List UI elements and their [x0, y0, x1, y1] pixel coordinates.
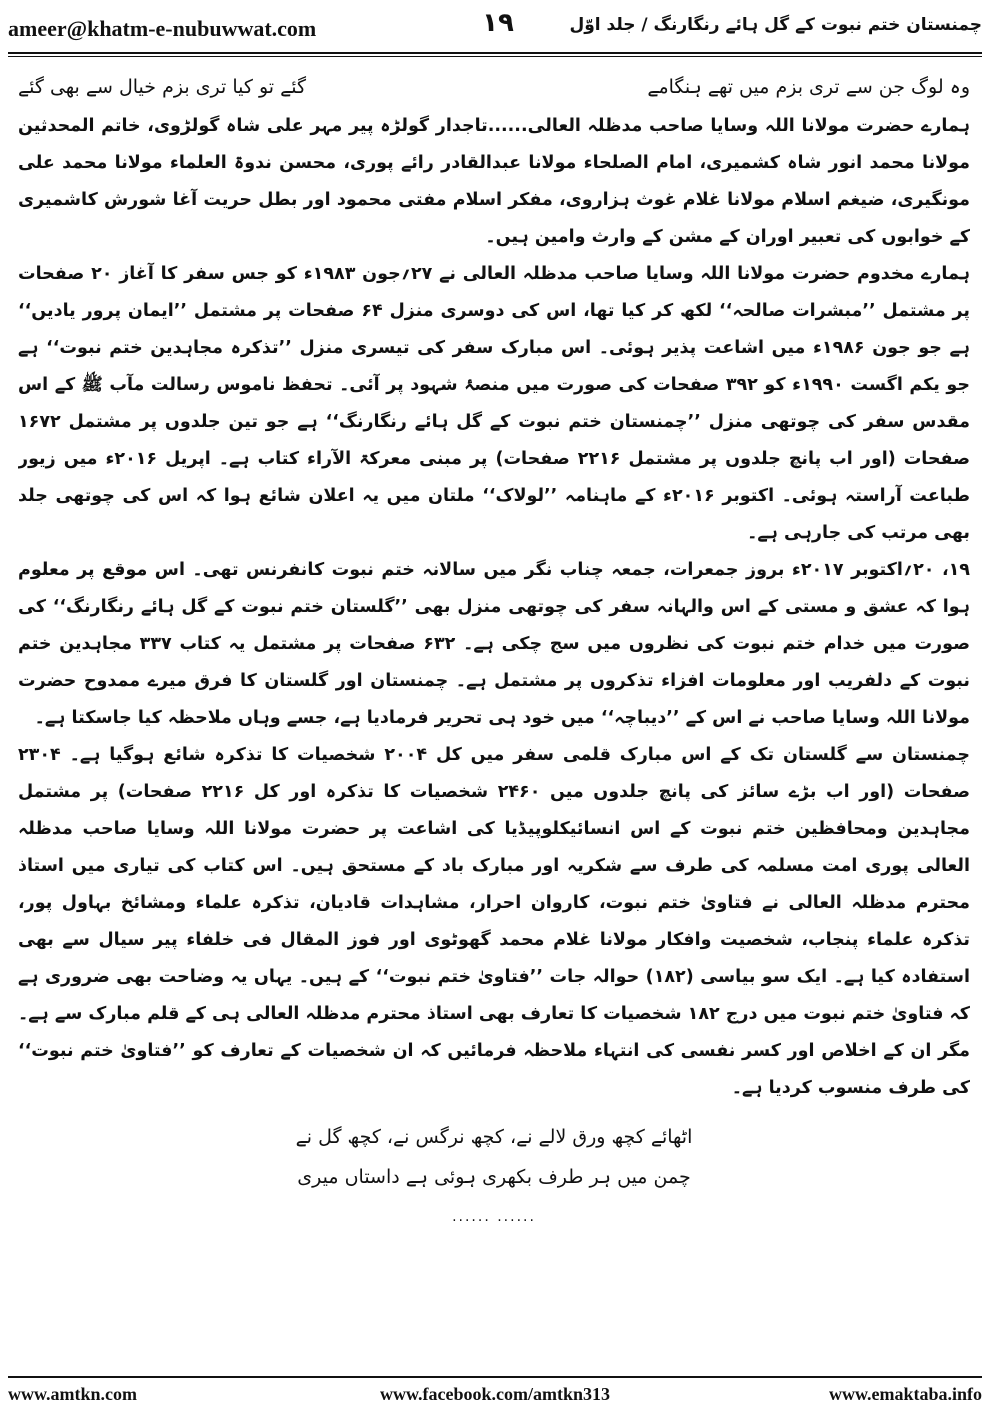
- closing-couplet-line-2: چمن میں ہر طرف بکھری ہوئی ہے داستاں میری: [297, 1166, 691, 1188]
- page-number: ۱۹: [482, 8, 514, 38]
- footer-link-emaktaba[interactable]: www.emaktaba.info: [828, 1384, 982, 1404]
- page-body: [18, 68, 970, 1336]
- header-divider: [8, 52, 982, 54]
- paragraph-2: ہمارے مخدوم حضرت مولانا اللہ وسایا صاحب مدظلہ العالی نے ۲۷؍جون ۱۹۸۳ء کو جس سفر کا آغاز ۲۰ صفحات پر مشتمل ’’مبشرات صالحہ‘‘ لکھ کر کیا تھا، اس کی دوسری منزل ۶۴ صفحات پر مشتمل ’’ایمان پرور یادیں‘‘ ہے جو جون ۱۹۸۶ء میں اشاعت پذیر ہوئی۔ اس مبارک سفر کی تیسری منزل ’’تذکرہ مجاہدین ختم نبوت‘‘ ہے جو یکم اگست ۱۹۹۰ء کو ۳۹۲ صفحات کی صورت میں منصۂ شہود پر آئی۔ تحفظ ناموس رسالت مآب ﷺ کے اس مقدس سفر کی چوتھی منزل ’’چمنستان ختم نبوت کے گل ہائے رنگارنگ‘‘ ہے جو تین جلدوں پر مشتمل ۱۶۷۲ صفحات (اور اب پانچ جلدوں پر مشتمل ۲۲۱۶ صفحات) پر مبنی معرکۃ الآراء کتاب ہے۔ اپریل ۲۰۱۶ء میں زیور طباعت آراستہ ہوئی۔ اکتوبر ۲۰۱۶ء کے ماہنامہ ’’لولاک‘‘ ملتان میں یہ اعلان شائع ہوا کہ اس کی چوتھی جلد بھی مرتب کی جارہی ہے۔: [18, 264, 970, 543]
- closing-couplet-line-1: اٹھائے کچھ ورق لالے نے، کچھ نرگس نے، کچھ گل نے: [295, 1126, 693, 1148]
- opening-couplet-left: گئے تو کیا تری بزم خیال سے بھی گئے: [18, 76, 306, 98]
- closing-couplet: [18, 1117, 970, 1197]
- header-divider-thin: [8, 56, 982, 57]
- paragraph-4: چمنستان سے گلستان تک کے اس مبارک قلمی سفر میں کل ۲۰۰۴ شخصیات کا تذکرہ شائع ہوگیا ہے۔ ۲۳۰۴ صفحات (اور اب بڑے سائز کی پانچ جلدوں میں ۲۴۶۰ شخصیات کا تذکرہ اور کل ۲۲۱۶ صفحات) پر مشتمل مجاہدین ومحافظین ختم نبوت کے اس انسائیکلوپیڈیا کی اشاعت پر حضرت مولانا اللہ وسایا صاحب مدظلہ العالی پوری امت مسلمہ کی طرف سے شکریہ اور مبارک باد کے مستحق ہیں۔ اس کتاب کی تیاری میں استاذ محترم مدظلہ العالی نے فتاویٰ ختم نبوت، کاروان احرار، مشاہدات قادیان، تذکرہ علماء ومشائخ بہاول پور، تذکرہ علماء پنجاب، شخصیت وافکار مولانا غلام محمد گھوٹوی اور فوز المقال فی خلفاء پیر سیال سے بھی استفادہ کیا ہے۔ ایک سو بیاسی (۱۸۲) حوالہ جات ’’فتاویٰ ختم نبوت‘‘ کے ہیں۔ یہاں یہ وضاحت بھی ضروری ہے کہ فتاویٰ ختم نبوت میں درج ۱۸۲ شخصیات کا تعارف بھی استاذ محترم مدظلہ العالی ہی کے قلم مبارک سے ہے۔ مگر ان کے اخلاص اور کسر نفسی کی انتہاء ملاحظہ فرمائیں کہ ان شخصیات کے تعارف کو ’’فتاویٰ ختم نبوت‘‘ کی طرف منسوب کردیا ہے۔: [18, 745, 970, 1098]
- page-footer: [8, 1384, 982, 1414]
- footer-link-facebook[interactable]: www.facebook.com/amtkn313: [380, 1384, 610, 1404]
- opening-couplet-right: وہ لوگ جن سے تری بزم میں تھے ہنگامے: [647, 76, 970, 98]
- header-email[interactable]: ameer@khatm-e-nubuwwat.com: [8, 16, 317, 41]
- section-separator: ...... ......: [452, 1209, 536, 1225]
- page-header: [8, 6, 982, 50]
- book-title: چمنستان ختم نبوت کے گل ہائے رنگارنگ / جلد اوّل: [569, 15, 982, 35]
- footer-divider: [8, 1376, 982, 1378]
- paragraph-3: ۱۹، ۲۰؍اکتوبر ۲۰۱۷ء بروز جمعرات، جمعہ چناب نگر میں سالانہ ختم نبوت کانفرنس تھی۔ اس موقع پر معلوم ہوا کہ عشق و مستی کے اس والہانہ سفر کی چوتھی منزل بھی ’’گلستان ختم نبوت کے گل ہائے رنگارنگ‘‘ کی صورت میں خدام ختم نبوت کی نظروں میں سج چکی ہے۔ ۶۳۲ صفحات پر مشتمل یہ کتاب ۳۳۷ مجاہدین ختم نبوت کے دلفریب اور معلومات افزاء تذکروں پر مشتمل ہے۔ چمنستان اور گلستان کا فرق میرے ممدوح حضرت مولانا اللہ وسایا صاحب نے اس کے ’’دیباچہ‘‘ میں خود ہی تحریر فرمادیا ہے، جسے وہاں ملاحظہ کیا جاسکتا ہے۔: [18, 560, 970, 728]
- paragraph-1: ہمارے حضرت مولانا اللہ وسایا صاحب مدظلہ العالی......تاجدار گولڑہ پیر مہر علی شاہ گولڑوی، خاتم المحدثین مولانا محمد انور شاہ کشمیری، امام الصلحاء مولانا عبدالقادر رائے پوری، محسن ندوۃ العلماء مولانا محمد علی مونگیری، ضیغم اسلام مولانا غلام غوث ہزاروی، مفکر اسلام مفتی محمود اور بطل حریت آغا شورش کاشمیری کے خوابوں کی تعبیر اوران کے مشن کے وارث وامین ہیں۔: [18, 116, 970, 247]
- opening-couplet: [18, 68, 970, 106]
- footer-link-amtkn[interactable]: www.amtkn.com: [8, 1384, 137, 1404]
